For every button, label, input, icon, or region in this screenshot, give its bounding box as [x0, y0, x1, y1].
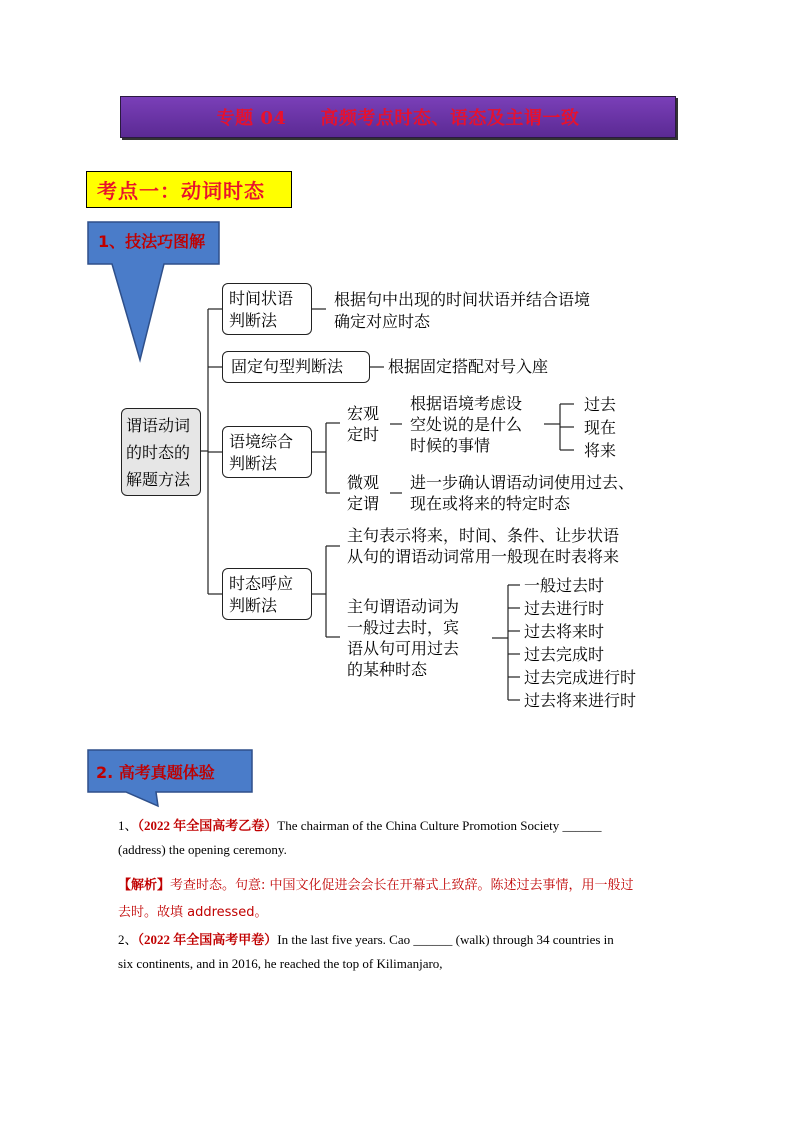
branch1-line-1: 时间状语 [229, 289, 294, 308]
time-past: 过去 [584, 395, 617, 414]
root-line-3: 解题方法 [126, 470, 191, 489]
branch-tense-agreement [222, 568, 312, 620]
branch1-desc-2: 确定对应时态 [334, 312, 431, 331]
macro-line-1: 宏观 [347, 404, 380, 423]
tense-6: 过去将来进行时 [524, 691, 637, 710]
question-1-line-1 [118, 815, 602, 834]
question-2-source: （2022 年全国高考甲卷） [137, 932, 278, 947]
callout-label-1: 1、技法巧图解 [98, 232, 206, 251]
banner-topic-title: 高频考点时态、语态及主谓一致 [320, 108, 580, 129]
tense-4: 过去完成时 [524, 645, 605, 664]
root-line-2: 的时态的 [126, 443, 191, 462]
analysis-1-line-2: 去时。故填 addressed。 [118, 905, 268, 920]
question-1-number: 1、 [118, 818, 138, 833]
branch2-desc: 根据固定搭配对号入座 [388, 357, 549, 376]
branch4-line-2: 判断法 [229, 596, 278, 615]
question-1-text: The chairman of the China Culture Promotion Society ______ [277, 818, 602, 833]
macro-line-2: 定时 [347, 425, 380, 444]
question-2-line-2: six continents, and in 2016, he reached the top of Kilimanjaro, [118, 956, 443, 971]
question-1-source: （2022 年全国高考乙卷） [137, 818, 278, 833]
rule1-line-2: 从句的谓语动词常用一般现在时表将来 [347, 547, 620, 566]
rule2-line-2: 一般过去时，宾 [347, 618, 460, 637]
question-2-text: In the last five years. Cao ______ (walk) through 34 countries in [277, 932, 614, 947]
macro-desc-2: 空处说的是什么 [410, 415, 523, 434]
macro-desc-1: 根据语境考虑设 [410, 394, 523, 413]
tense-2: 过去进行时 [524, 599, 605, 618]
branch1-desc-1: 根据句中出现的时间状语并结合语境 [334, 290, 591, 309]
rule2-line-4: 的某种时态 [347, 660, 428, 679]
micro-desc-2: 现在或将来的特定时态 [410, 494, 571, 513]
branch1-line-2: 判断法 [229, 311, 278, 330]
rule1-line-1: 主句表示将来，时间、条件、让步状语 [347, 526, 620, 545]
analysis-1-text: 考查时态。句意: 中国文化促进会会长在开幕式上致辞。陈述过去事情，用一般过 [170, 878, 634, 893]
micro-line-2: 定谓 [347, 494, 380, 513]
branch-context [222, 426, 312, 478]
branch3-line-1: 语境综合 [229, 432, 294, 451]
mindmap-root [121, 408, 201, 496]
rule2-line-1: 主句谓语动词为 [347, 597, 460, 616]
micro-desc-1: 进一步确认谓语动词使用过去、 [410, 473, 635, 492]
question-2-line-1 [118, 929, 614, 948]
question-1-line-2: (address) the opening ceremony. [118, 842, 287, 857]
callout-label-2: 2. 高考真题体验 [96, 763, 215, 782]
question-2-number: 2、 [118, 932, 138, 947]
rule2-line-3: 语从句可用过去 [347, 639, 460, 658]
branch-fixed-pattern [222, 351, 370, 383]
root-line-1: 谓语动词 [126, 416, 191, 435]
micro-line-1: 微观 [347, 473, 380, 492]
analysis-1-line-1 [118, 874, 634, 893]
section-heading: 考点一：动词时态 [86, 171, 292, 208]
branch2-label: 固定句型判断法 [231, 357, 344, 376]
tense-5: 过去完成进行时 [524, 668, 637, 687]
macro-desc-3: 时候的事情 [410, 436, 491, 455]
analysis-tag: 【解析】 [118, 878, 171, 893]
branch-time-adverbial [222, 283, 312, 335]
time-present: 现在 [584, 418, 617, 437]
banner-topic-number: 专题 04 [216, 108, 287, 129]
tense-3: 过去将来时 [524, 622, 605, 641]
time-future: 将来 [584, 441, 617, 460]
branch3-line-2: 判断法 [229, 454, 278, 473]
branch4-line-1: 时态呼应 [229, 574, 294, 593]
tense-1: 一般过去时 [524, 576, 605, 595]
